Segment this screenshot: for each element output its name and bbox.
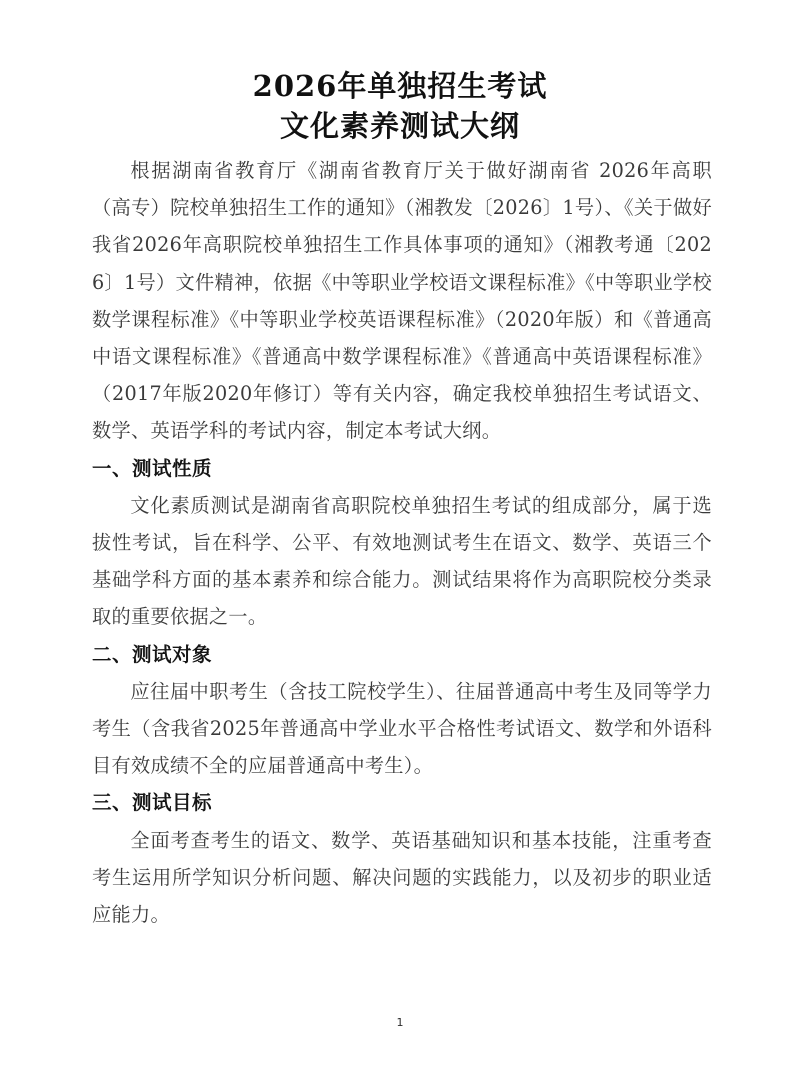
document-title-line-1: 2026年单独招生考试 — [252, 69, 548, 103]
section-body-3: 全面考查考生的语文、数学、英语基础知识和基本技能，注重考查考生运用所学知识分析问题、解决问题的实践能力，以及初步的职业适应能力。 — [92, 828, 712, 927]
document-title-line-2: 文化素养测试大纲 — [279, 109, 520, 143]
page-number: 1 — [396, 1016, 404, 1029]
preamble-paragraph: 根据湖南省教育厅《湖南省教育厅关于做好湖南省 2026年高职（高专）院校单独招生工作的通知》（湘教发〔2026〕1号）、《关于做好我省2026年高职院校单独招生工作具体事项的通知》（湘教考通〔2026〕1号）文件精神，依据《中等职业学校语文课程标准》《中等职业学校数学课程标准》《中等职业学校英语课程标准》（2020年版）和《普通高中语文课程标准》《普通高中数学课程标准》《普通高中英语课程标准》（2017年版2020年修订）等有关内容，确定我校单独招生考试语文、数学、英语学科的考试内容，制定本考试大纲。 — [92, 159, 712, 443]
section-body-2: 应往届中职考生（含技工院校学生）、往届普通高中考生及同等学力考生（含我省2025年普通高中学业水平合格性考试语文、数学和外语科目有效成绩不全的应届普通高中考生）。 — [92, 679, 712, 778]
document-title — [0, 66, 800, 146]
section-heading-3: 三、测试目标 — [92, 791, 213, 815]
section-heading-2: 二、测试对象 — [92, 642, 213, 666]
section-body-1: 文化素质测试是湖南省高职院校单独招生考试的组成部分，属于选拔性考试，旨在科学、公平、有效地测试考生在语文、数学、英语三个基础学科方面的基本素养和综合能力。测试结果将作为高职院校分类录取的重要依据之一。 — [92, 493, 712, 629]
section-heading-1: 一、测试性质 — [92, 456, 213, 480]
document-body — [92, 152, 712, 933]
